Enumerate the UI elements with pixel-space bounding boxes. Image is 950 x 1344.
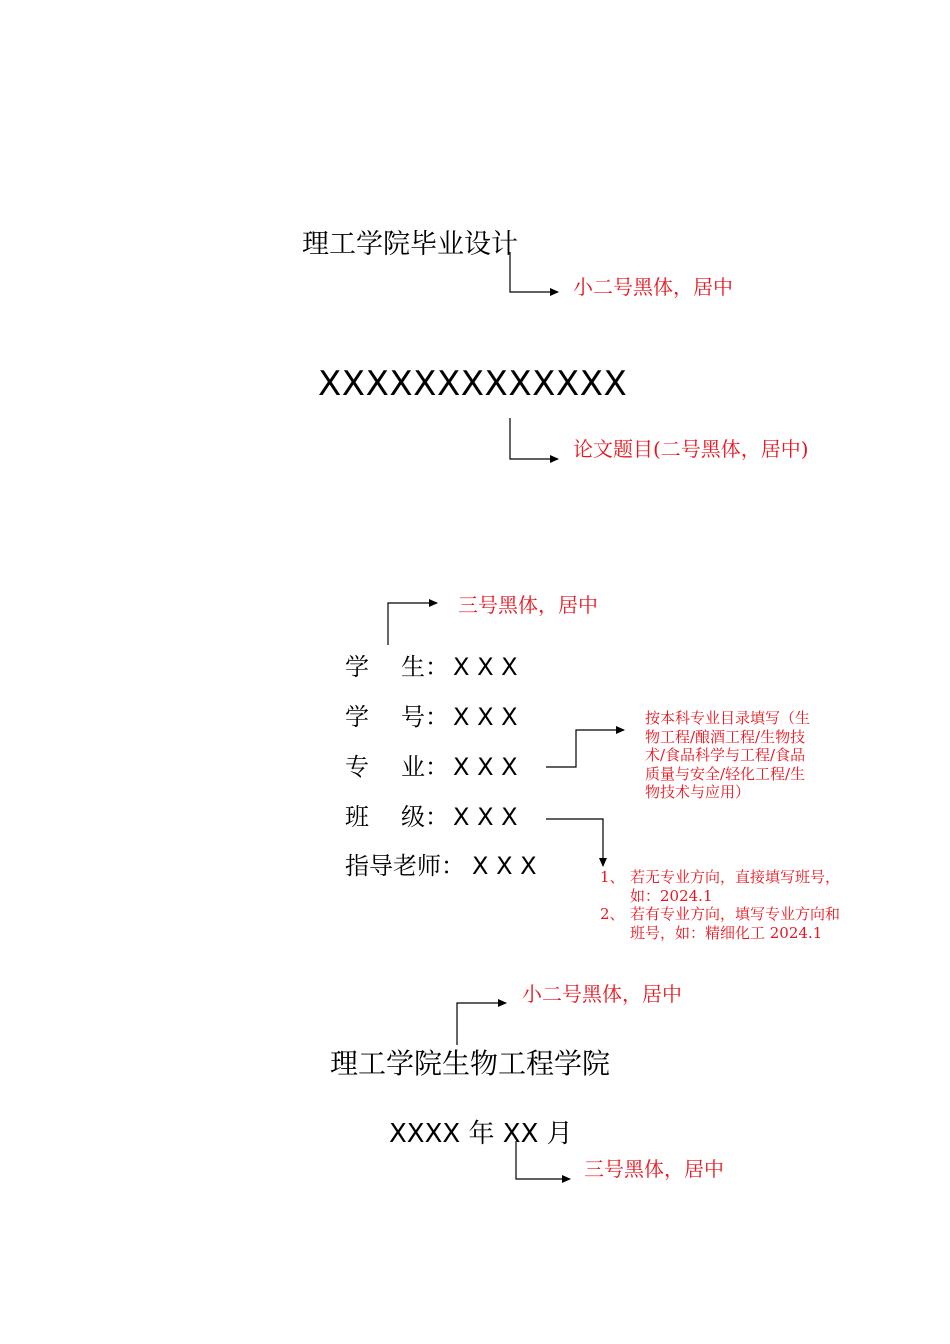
field-student	[345, 647, 518, 682]
school-name: 理工学院生物工程学院	[330, 1047, 611, 1080]
connector-arrow	[546, 819, 603, 866]
field-label: 号：	[401, 703, 449, 731]
field-label: 专	[345, 753, 369, 781]
connector-arrow	[546, 730, 624, 767]
field-value: X X X	[472, 852, 537, 880]
class-note: 1、 若无专业方向，直接填写班号， 如：2024.1 2、 若有专业方向，填写专业方向和 班号，如：精细化工 2024.1	[600, 868, 841, 942]
field-advisor	[345, 846, 537, 881]
header-title: 理工学院毕业设计	[302, 229, 518, 260]
field-major	[345, 747, 518, 782]
field-value: X X X	[453, 753, 518, 781]
thesis-title-note: 论文题目(二号黑体，居中)	[573, 437, 809, 461]
thesis-title: XXXXXXXXXXXXX	[318, 364, 628, 404]
field-label: 生：	[401, 653, 449, 681]
field-label: 级：	[401, 803, 449, 831]
field-label: 指导老师：	[345, 852, 465, 880]
header-title-note: 小二号黑体，居中	[573, 275, 733, 299]
school-name-note: 小二号黑体，居中	[522, 982, 682, 1006]
field-label: 学	[345, 653, 369, 681]
connector-arrow	[388, 603, 437, 645]
date-text: XXXX 年 XX 月	[389, 1119, 573, 1149]
field-student-id	[345, 697, 518, 732]
field-value: X X X	[453, 703, 518, 731]
major-note: 按本科专业目录填写（生 物工程/酿酒工程/生物技 术/食品科学与工程/食品 质量与安全/轻化工程/生 物技术与应用）	[645, 709, 811, 801]
field-value: X X X	[453, 653, 518, 681]
field-label: 学	[345, 703, 369, 731]
field-class	[345, 797, 518, 832]
field-label: 班	[345, 803, 369, 831]
connector-arrow	[510, 418, 558, 459]
fields-note: 三号黑体，居中	[458, 593, 598, 617]
field-label: 业：	[401, 753, 449, 781]
connector-arrow	[457, 1003, 506, 1045]
field-value: X X X	[453, 803, 518, 831]
date-note: 三号黑体，居中	[584, 1157, 724, 1181]
